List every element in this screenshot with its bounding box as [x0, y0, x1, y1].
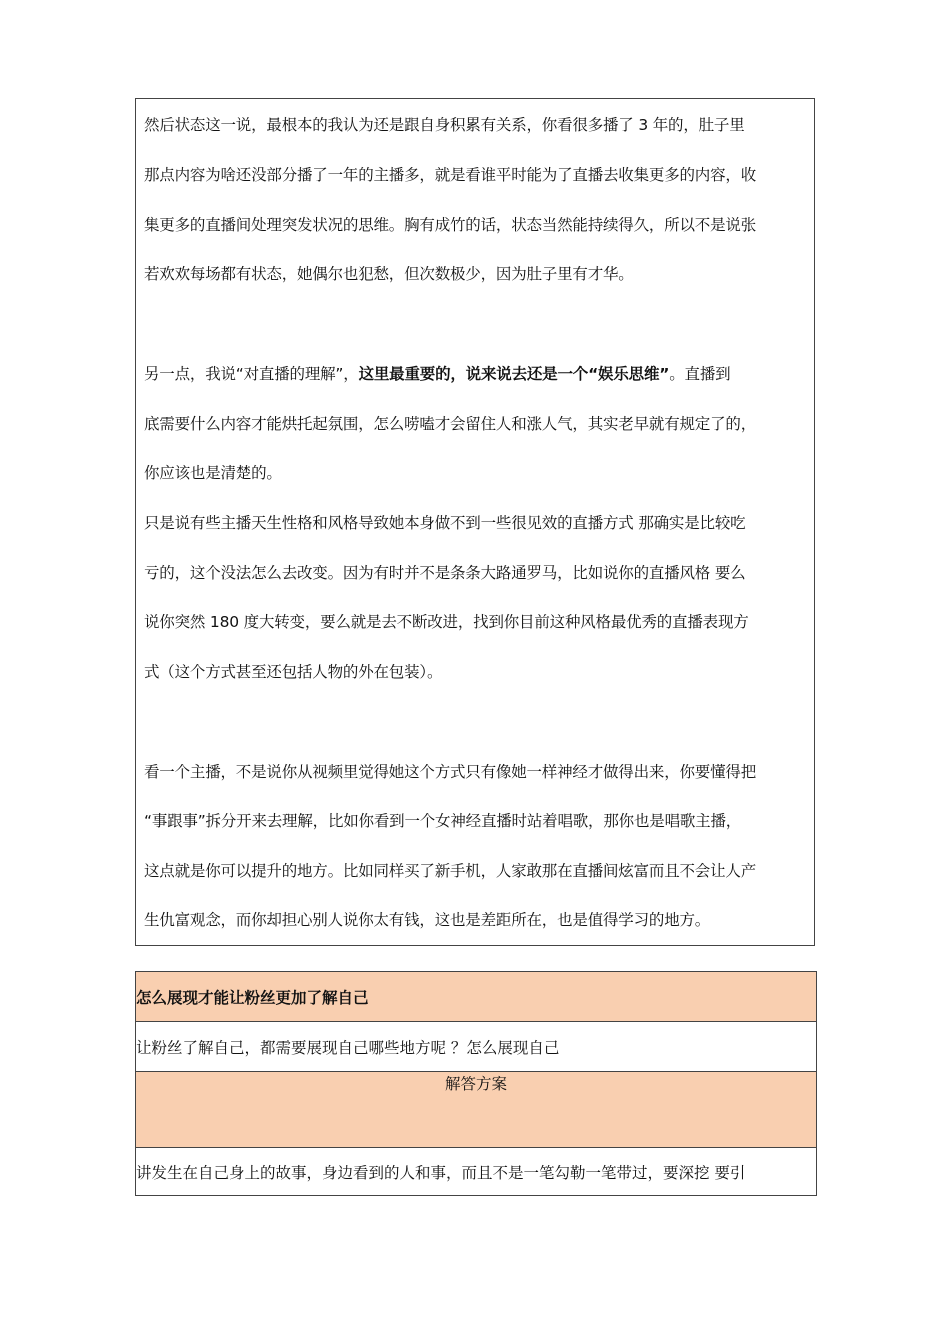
paragraph-line: 式（这个方式甚至还包括人物的外在包装）。 [144, 663, 443, 681]
table-title: 怎么展现才能让粉丝更加了解自己 [136, 972, 817, 1022]
question-text: 让粉丝了解自己，都需要展现自己哪些地方呢 ？怎么展现自己 [136, 1022, 817, 1072]
text-bold: 这里最重要的，说来说去还是一个“娱乐思维” [358, 365, 670, 383]
table-header-row [136, 972, 817, 1022]
solution-header-row [136, 1072, 817, 1148]
solution-header: 解答方案 [136, 1072, 817, 1148]
paragraph-line-mixed [144, 364, 730, 384]
answer-row [136, 1148, 817, 1196]
text-normal: 。直播到 [669, 365, 731, 383]
paragraph-line: 看一个主播，不是说你从视频里觉得她这个方式只有像她一样神经才做得出来，你要懂得把 [144, 763, 757, 781]
paragraph-line: 集更多的直播间处理突发状况的思维。胸有成竹的话，状态当然能持续得久，所以不是说张 [144, 216, 757, 234]
paragraph-line: 这点就是你可以提升的地方。比如同样买了新手机，人家敢那在直播间炫富而且不会让人产 [144, 862, 757, 880]
paragraph-line: 然后状态这一说，最根本的我认为还是跟自身积累有关系，你看很多播了 3 年的，肚子里 [144, 116, 745, 134]
paragraph-line: 说你突然 180 度大转变，要么就是去不断改进，找到你目前这种风格最优秀的直播表现方 [144, 613, 749, 631]
question-row [136, 1022, 817, 1072]
paragraph-line: “事跟事”拆分开来去理解，比如你看到一个女神经直播时站着唱歌，那你也是唱歌主播， [144, 812, 742, 830]
paragraph-line: 只是说有些主播天生性格和风格导致她本身做不到一些很见效的直播方式 那确实是比较吃 [144, 514, 746, 532]
paragraph-line: 那点内容为啥还没部分播了一年的主播多，就是看谁平时能为了直播去收集更多的内容，收 [144, 166, 757, 184]
answer-text: 讲发生在自己身上的故事，身边看到的人和事，而且不是一笔勾勒一笔带过，要深挖 要引 [136, 1148, 817, 1196]
text-normal: 另一点，我说“对直播的理解”， [144, 365, 359, 383]
text-block [135, 98, 815, 946]
paragraph-line: 生仇富观念，而你却担心别人说你太有钱，这也是差距所在，也是值得学习的地方。 [144, 911, 711, 929]
paragraph-line: 若欢欢每场都有状态，她偶尔也犯愁，但次数极少，因为肚子里有才华。 [144, 265, 634, 283]
qa-table [135, 971, 817, 1196]
paragraph-line: 你应该也是清楚的。 [144, 464, 282, 482]
paragraph-line: 亏的，这个没法怎么去改变。因为有时并不是条条大路通罗马，比如说你的直播风格 要么 [144, 564, 746, 582]
paragraph-line: 底需要什么内容才能烘托起氛围，怎么唠嗑才会留住人和涨人气，其实老早就有规定了的， [144, 415, 757, 433]
